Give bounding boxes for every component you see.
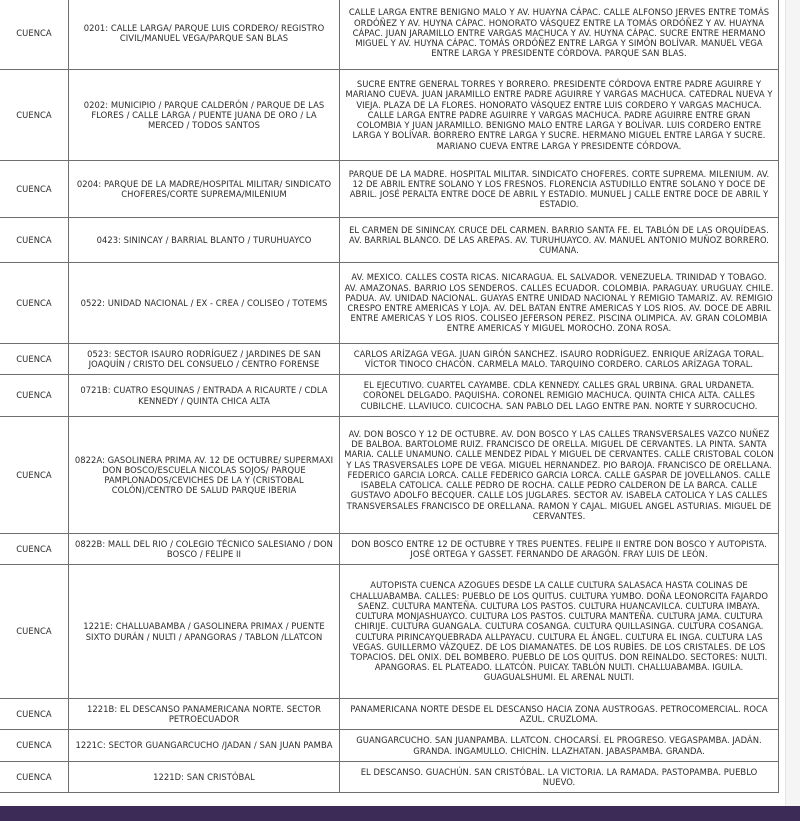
canton-cell: CUENCA	[0, 70, 69, 161]
sector-cell: 0822B: MALL DEL RIO / COLEGIO TÉCNICO SALESIANO / DON BOSCO / FELIPE II	[69, 534, 340, 565]
canton-cell: CUENCA	[0, 344, 69, 375]
table-row	[0, 70, 779, 161]
canton-cell: CUENCA	[0, 0, 69, 70]
table-row	[0, 565, 779, 699]
table-row	[0, 417, 779, 534]
streets-cell: EL EJECUTIVO. CUARTEL CAYAMBE. CDLA KENNEDY. CALLES GRAL URBINA. GRAL URDANETA. CORONEL DELGADO. PAQUISHA. CORONEL REMIGIO MACHUCA. QUINTA CHICA ALTA. CALLES CUBILCHE. LLAVIUCO. CUICOCHA. SAN PABLO DEL LAGO ENTRE PAN. NORTE Y SURROCUCHO.	[340, 375, 779, 417]
table-row	[0, 762, 779, 793]
table-row	[0, 161, 779, 218]
canton-cell: CUENCA	[0, 218, 69, 263]
streets-cell: AV. DON BOSCO Y 12 DE OCTUBRE. AV. DON BOSCO Y LAS CALLES TRANSVERSALES VAZCO NUÑEZ DE BALBOA. BARTOLOME RUIZ. FRANCISCO DE ORELLA. MIGUEL DE CERVANTES. LA PINTA. SANTA MARIA. CALLE UNAMUNO. CALLE MENDEZ PIDAL Y MIGUEL DE CERVANTES. CALLE CRISTOBAL COLON Y LAS TRASVERSALES LOPE DE VEGA. MIGUEL HERNANDEZ. PIO BAROJA. FRANCISCO DE ORELLANA. FEDERICO GARCIA LORCA. CALLE FEDERICO GARCIA LORCA. CALLE GASPAR DE JOVELLANOS. CALLE ISABELA CATOLICA. CALLE PEDRO DE ROCHA. CALLE PEDRO CALDERON DE LA BARCA. CALLE GUSTAVO ADOLFO BECQUER. CALLE LOS JUGLARES. SECTOR AV. ISABELA CATOLICA Y LAS CALLES TRANSVERSALES FRANCISCO DE ORELLANA. RAMON Y CAJAL. MIGUEL ANGEL ASTURIAS. MIGUEL DE CERVANTES.	[340, 417, 779, 534]
canton-cell: CUENCA	[0, 534, 69, 565]
sector-cell: 0822A: GASOLINERA PRIMA AV. 12 DE OCTUBRE/ SUPERMAXI DON BOSCO/ESCUELA NICOLAS SOJOS/ PARQUE PAMPLONADOS/CEVICHES DE LA Y (CRISTOBAL COLÓN)/CENTRO DE SALUD PARQUE IBERIA	[69, 417, 340, 534]
sector-cell: 0522: UNIDAD NACIONAL / EX - CREA / COLISEO / TOTEMS	[69, 263, 340, 344]
sector-cell: 1221B: EL DESCANSO PANAMERICANA NORTE. SECTOR PETROECUADOR	[69, 699, 340, 730]
streets-cell: PANAMERICANA NORTE DESDE EL DESCANSO HACIA ZONA AUSTROGAS. PETROCOMERCIAL. ROCA AZUL. CRUZLOMA.	[340, 699, 779, 730]
sector-cell: 1221C: SECTOR GUANGARCUCHO /JADAN / SAN JUAN PAMBA	[69, 730, 340, 762]
table-row	[0, 0, 779, 70]
canton-cell: CUENCA	[0, 762, 69, 793]
sector-cell: 0202: MUNICIPIO / PARQUE CALDERÓN / PARQUE DE LAS FLORES / CALLE LARGA / PUENTE JUANA DE ORO / LA MERCED / TODOS SANTOS	[69, 70, 340, 161]
canton-cell: CUENCA	[0, 263, 69, 344]
canton-cell: CUENCA	[0, 417, 69, 534]
streets-cell: DON BOSCO ENTRE 12 DE OCTUBRE Y TRES PUENTES. FELIPE II ENTRE DON BOSCO Y AUTOPISTA. JOSÉ ORTEGA Y GASSET. FERNANDO DE ARAGÓN. FRAY LUIS DE LEÓN.	[340, 534, 779, 565]
canton-cell: CUENCA	[0, 730, 69, 762]
streets-cell: GUANGARCUCHO. SAN JUANPAMBA. LLATCON. CHOCARSÍ. EL PROGRESO. VEGASPAMBA. JADÁN. GRANDA. INGAMULLO. CHICHÍN. LLAZHATAN. JABASPAMBA. GRANDA.	[340, 730, 779, 762]
table-row	[0, 730, 779, 762]
sector-cell: 0201: CALLE LARGA/ PARQUE LUIS CORDERO/ REGISTRO CIVIL/MANUEL VEGA/PARQUE SAN BLAS	[69, 0, 340, 70]
table-row	[0, 534, 779, 565]
table-row	[0, 699, 779, 730]
sector-cell: 0523: SECTOR ISAURO RODRÍGUEZ / JARDINES DE SAN JOAQUÍN / CRISTO DEL CONSUELO / CENTRO FORENSE	[69, 344, 340, 375]
canton-cell: CUENCA	[0, 565, 69, 699]
table-row	[0, 218, 779, 263]
streets-cell: EL DESCANSO. GUACHÚN. SAN CRISTÓBAL. LA VICTORIA. LA RAMADA. PASTOPAMBA. PUEBLO NUEVO.	[340, 762, 779, 793]
canton-cell: CUENCA	[0, 161, 69, 218]
streets-cell: AV. MEXICO. CALLES COSTA RICAS. NICARAGUA. EL SALVADOR. VENEZUELA. TRINIDAD Y TOBAGO. AV. AMAZONAS. BARRIO LOS SENDEROS. CALLES ECUADOR. COLOMBIA. PARAGUAY. URUGUAY. CHILE. PADUA. AV. UNIDAD NACIONAL. GUAYAS ENTRE UNIDAD NACIONAL Y REMIGIO TAMARIZ. AV. REMIGIO CRESPO ENTRE AMERICAS Y LOJA. AV. DEL BATAN ENTRE AMERICAS Y LOS RIOS. AV. DOCE DE ABRIL ENTRE AMERICAS Y LOS RIOS. COLISEO JEFERSON PEREZ. PISCINA OLIMPICA. AV. GRAN COLOMBIA ENTRE AMERICAS Y MIGUEL MOROCHO. ZONA ROSA.	[340, 263, 779, 344]
streets-cell: CALLE LARGA ENTRE BENIGNO MALO Y AV. HUAYNA CÁPAC. CALLE ALFONSO JERVES ENTRE TOMÁS ORDÓÑEZ Y AV. HUYNA CÁPAC. HONORATO VÁSQUEZ ENTRE LA TOMÁS ORDÓÑEZ Y AV. HUAYNA CÁPAC. JUAN JARAMILLO ENTRE VARGAS MACHUCA Y AV. HUYNA CÁPAC. SUCRE ENTRE HERMANO MIGUEL Y AV. HUYNA CÁPAC. TOMÁS ORDÓÑEZ ENTRE LARGA Y SIMÓN BOLÍVAR. MANUEL VEGA ENTRE LARGA Y PRESIDENTE CÓRDOVA. PARQUE SAN BLAS.	[340, 0, 779, 70]
streets-cell: EL CARMEN DE SININCAY. CRUCE DEL CARMEN. BARRIO SANTA FE. EL TABLÓN DE LAS ORQUÍDEAS. AV. BARRIAL BLANCO. DE LAS AREPAS. AV. TURUHUAYCO. AV. MANUEL ANTONIO MUÑOZ BORRERO. CUMANA.	[340, 218, 779, 263]
sector-cell: 1221E: CHALLUABAMBA / GASOLINERA PRIMAX / PUENTE SIXTO DURÁN / NULTI / APANGORAS / TABLON /LLATCON	[69, 565, 340, 699]
canton-cell: CUENCA	[0, 699, 69, 730]
streets-cell: AUTOPISTA CUENCA AZOGUES DESDE LA CALLE CULTURA SALASACA HASTA COLINAS DE CHALLUABAMBA. CALLES: PUEBLO DE LOS QUITUS. CULTURA YUMBO. DOÑA LEONORCITA FAJARDO SAENZ. CULTURA MANTEÑA. CULTURA LOS PASTOS. CULTURA HUANCAVILCA. CULTURA IMBAYA. CULTURA MONJASHUAYCO. CULTURA LOS PASTOS. CULTURA MANTEÑA. CULTURA JAMA. CULTURA CHIRIJE. CULTURA GUANGALA. CULTURA COSANGA. CULTURA QUILLASINGA. CULTURA COSANGA. CULTURA PIRINCAYQUEBRADA ALLPAYACU. CULTURA EL ÁNGEL. CULTURA EL INGA. CULTURA LAS VEGAS. GUILLERMO VÁZQUEZ. DE LOS DIAMANATES. DE LOS RUBÍES. DE LOS CRISTALES. DE LOS TOPACIOS. DEL ONIX. DEL BOMBERO. PUEBLO DE LOS QUITUS. DON REINALDO. SECTORES: NULTI. APANGORAS. EL PLATEADO. LLATCÓN. PUICAY. TABLÓN NULTI. CHALLUABAMBA. IGUILA. GUAGUALSHUMI. EL ARENAL NULTI.	[340, 565, 779, 699]
table-row	[0, 344, 779, 375]
sector-cell: 0423: SININCAY / BARRIAL BLANTO / TURUHUAYCO	[69, 218, 340, 263]
streets-cell: PARQUE DE LA MADRE. HOSPITAL MILITAR. SINDICATO CHOFERES. CORTE SUPREMA. MILENIUM. AV. 12 DE ABRIL ENTRE SOLANO Y LOS FRESNOS. FLORENCIA ASTUDILLO ENTRE SOLANO Y DOCE DE ABRIL. JOSÉ PERALTA ENTRE DOCE DE ABRIL Y ESTADIO. MUNUEL J CALLE ENTRE DOCE DE ABRIL Y ESTADIO.	[340, 161, 779, 218]
canton-cell: CUENCA	[0, 375, 69, 417]
streets-cell: CARLOS ARÍZAGA VEGA. JUAN GIRÓN SANCHEZ. ISAURO RODRÍGUEZ. ENRIQUE ARÍZAGA TORAL. VÍCTOR TINOCO CHACÓN. CARMELA MALO. TARQUINO CORDERO. CARLOS ARÍZAGA TORAL.	[340, 344, 779, 375]
streets-cell: SUCRE ENTRE GENERAL TORRES Y BORRERO. PRESIDENTE CÓRDOVA ENTRE PADRE AGUIRRE Y MARIANO CUEVA. JUAN JARAMILLO ENTRE PADRE AGUIRRE Y VARGAS MACHUCA. CATEDRAL NUEVA Y VIEJA. PLAZA DE LA FLORES. HONORATO VÁSQUEZ ENTRE LUIS CORDERO Y VARGAS MACHUCA. CALLE LARGA ENTRE PADRE AGUIRRE Y VARGAS MACHUCA. PADRE AGUIRRE ENTRE GRAN COLOMBIA Y JUAN JARAMILLO. BENIGNO MALO ENTRE LARGA Y BOLÍVAR. LUIS CORDERO ENTRE LARGA Y BOLÍVAR. BORRERO ENTRE LARGA Y SUCRE. HERMANO MIGUEL ENTRE LARGA Y SUCRE. MARIANO CUEVA ENTRE LARGA Y PRESIDENTE CÓRDOVA.	[340, 70, 779, 161]
page-right-margin	[785, 0, 800, 806]
table-row	[0, 375, 779, 417]
sector-cell: 0721B: CUATRO ESQUINAS / ENTRADA A RICAURTE / CDLA KENNEDY / QUINTA CHICA ALTA	[69, 375, 340, 417]
table-row	[0, 263, 779, 344]
footer-band	[0, 806, 800, 821]
sector-cell: 0204: PARQUE DE LA MADRE/HOSPITAL MILITAR/ SINDICATO CHOFERES/CORTE SUPREMA/MILENIUM	[69, 161, 340, 218]
sector-cell: 1221D: SAN CRISTÓBAL	[69, 762, 340, 793]
